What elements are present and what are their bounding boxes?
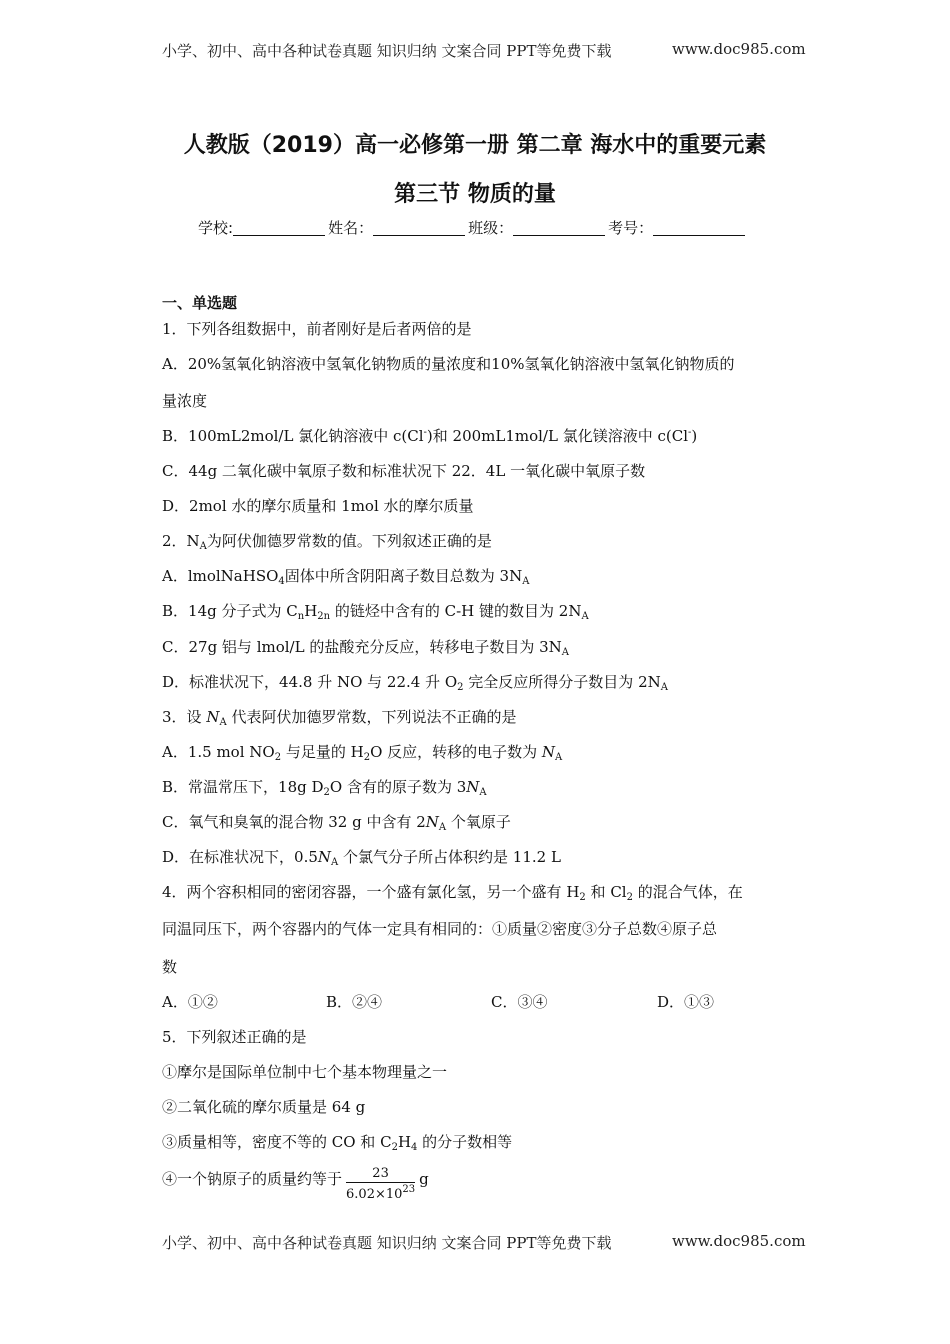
q4-stem-line3: 数 xyxy=(162,958,178,976)
q1-stem: 1．下列各组数据中，前者刚好是后者两倍的是 xyxy=(162,320,472,338)
q1-option-d: D．2mol 水的摩尔质量和 1mol 水的摩尔质量 xyxy=(162,497,474,515)
page-header-left: 小学、初中、高中各种试卷真题 知识归纳 文案合同 PPT等免费下载 xyxy=(162,42,612,60)
number-blank[interactable] xyxy=(653,220,745,236)
q5-statement-2: ②二氧化硫的摩尔质量是 64 g xyxy=(162,1098,366,1116)
q3-stem: 3．设 $N_A$ 代表阿伏加德罗常数，下列说法不正确的是 xyxy=(162,708,517,728)
school-blank[interactable] xyxy=(233,220,325,236)
page-footer-right: www.doc985.com xyxy=(672,1232,806,1250)
q1-option-a-line2: 量浓度 xyxy=(162,392,208,410)
q5-statement-1: ①摩尔是国际单位制中七个基本物理量之一 xyxy=(162,1063,448,1081)
q5-statement-3: ③质量相等，密度不等的 CO 和 $C_2H_4$ 的分子数相等 xyxy=(162,1133,513,1153)
name-blank[interactable] xyxy=(373,220,465,236)
q2-option-b: B．14g 分子式为 $C_nH_{2n}$ 的链烃中含有的 C-H 键的数目为 $2N_A$ xyxy=(162,602,589,622)
school-label: 学校: xyxy=(198,219,234,237)
name-label: 姓名： xyxy=(328,219,374,237)
q3-option-d: D．在标准状况下，$0.5N_A$ 个氯气分子所占体积约是 11.2 L xyxy=(162,848,561,868)
number-label: 考号： xyxy=(608,219,654,237)
q4-option-c: C．③④ xyxy=(491,993,548,1011)
q5-statement-4: ④一个钠原子的质量约等于 $\frac{23}{6.02\times 10^{23}}$ g xyxy=(162,1166,429,1202)
q4-option-a: A．①② xyxy=(162,993,218,1011)
q2-option-a: A．lmolNaHSO$_4$固体中所含阴阳离子数目总数为 $3N_A$ xyxy=(162,567,530,587)
mass-fraction: $\frac{23}{6.02\times 10^{23}}$ xyxy=(346,1166,416,1202)
page-footer-left: 小学、初中、高中各种试卷真题 知识归纳 文案合同 PPT等免费下载 xyxy=(162,1234,612,1252)
q2-option-d: D．标准状况下，44.8 升 NO 与 22.4 升 $O_2$ 完全反应所得分子数目为 $2N_A$ xyxy=(162,673,668,693)
q4-option-b: B．②④ xyxy=(326,993,383,1011)
page-header-right: www.doc985.com xyxy=(672,40,806,58)
section-heading: 一、单选题 xyxy=(162,294,238,312)
q2-stem: 2．$N_A$为阿伏伽德罗常数的值。下列叙述正确的是 xyxy=(162,532,492,552)
q2-option-c: C．27g 铝与 lmol/L 的盐酸充分反应，转移电子数目为 $3N_A$ xyxy=(162,638,570,658)
class-blank[interactable] xyxy=(513,220,605,236)
q4-stem-line1: 4．两个容积相同的密闭容器，一个盛有氯化氢，另一个盛有 $H_2$ 和 $Cl_2$ 的混合气体，在 xyxy=(162,883,743,903)
q1-option-a-line1: A．20%氢氧化钠溶液中氢氧化钠物质的量浓度和10%氢氧化钠溶液中氢氧化钠物质的 xyxy=(162,355,735,373)
q5-stem: 5．下列叙述正确的是 xyxy=(162,1028,307,1046)
q1-option-b: B．100mL2mol/L 氯化钠溶液中 c(Cl-)和 200mL1mol/L 氯化镁溶液中 c(Cl-) xyxy=(162,427,698,445)
document-title: 人教版（2019）高一必修第一册 第二章 海水中的重要元素 xyxy=(183,133,767,158)
document-subtitle: 第三节 物质的量 xyxy=(394,182,556,207)
q4-option-d: D．①③ xyxy=(657,993,715,1011)
class-label: 班级： xyxy=(468,219,514,237)
q3-option-b: B．常温常压下，18g $D_2O$ 含有的原子数为 $3N_A$ xyxy=(162,778,487,798)
q1-option-c: C．44g 二氧化碳中氧原子数和标准状况下 22．4L 一氧化碳中氧原子数 xyxy=(162,462,646,480)
q3-option-a: A．1.5 mol $NO_2$ 与足量的 $H_2O$ 反应，转移的电子数为 $N_A$ xyxy=(162,743,563,763)
q4-stem-line2: 同温同压下，两个容器内的气体一定具有相同的：①质量②密度③分子总数④原子总 xyxy=(162,920,718,938)
q3-option-c: C．氧气和臭氧的混合物 32 g 中含有 $2N_A$ 个氧原子 xyxy=(162,813,511,833)
student-info-line xyxy=(198,217,748,238)
